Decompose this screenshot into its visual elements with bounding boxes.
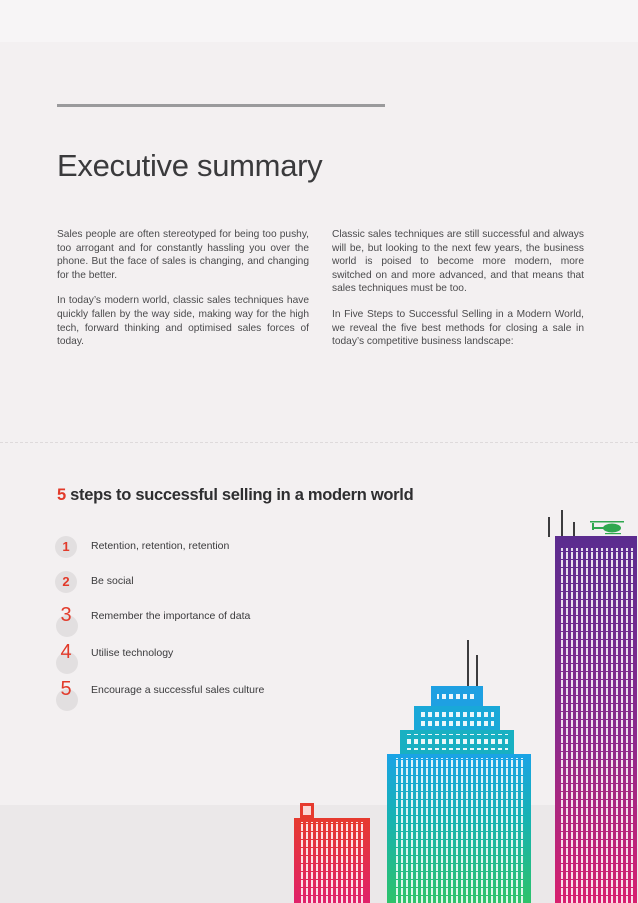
intro-right-column (332, 228, 584, 361)
intro-paragraph: Classic sales techniques are still successful and always will be, but looking to the next few years, the business world is poised to become more modern, more switched on and more advanced, and that means that sales techniques must be too. (332, 229, 584, 295)
center-tower (387, 640, 531, 903)
step-label: Remember the importance of data (91, 610, 251, 622)
step-number-badge: 3 (55, 606, 77, 628)
purple-tower (548, 510, 637, 903)
step-label: Retention, retention, retention (91, 540, 230, 552)
page-title: Executive summary (57, 148, 323, 183)
step-number-badge: 2 (55, 571, 77, 593)
title-rule (57, 104, 385, 107)
city-skyline-illustration (0, 500, 638, 903)
step-label: Encourage a successful sales culture (91, 684, 265, 696)
steps-heading-text: steps to successful selling in a modern world (65, 486, 414, 504)
steps-heading (57, 486, 413, 505)
step-label: Be social (91, 575, 134, 587)
intro-paragraph: Sales people are often stereotyped for being too pushy, too arrogant and for constantly hassling you over the phone. But the face of sales is changing, and changing for the better. (57, 229, 309, 281)
steps-heading-number: 5 (57, 486, 66, 504)
step-label: Utilise technology (91, 647, 174, 659)
helicopter-icon (590, 521, 624, 534)
step-number-badge: 4 (55, 643, 77, 665)
section-divider (0, 442, 638, 443)
step-number-badge: 1 (55, 536, 77, 558)
intro-paragraph: In today’s modern world, classic sales techniques have quickly fallen by the way side, making way for the high tech, forward thinking and optimised sales forces of today. (57, 295, 309, 348)
top-band (0, 0, 638, 42)
intro-left-column (57, 228, 309, 361)
step-number-badge: 5 (55, 680, 77, 702)
red-building (294, 803, 370, 903)
intro-paragraph: In Five Steps to Successful Selling in a Modern World, we reveal the five best methods for closing a sale in today’s competitive business landscape: (332, 308, 584, 348)
